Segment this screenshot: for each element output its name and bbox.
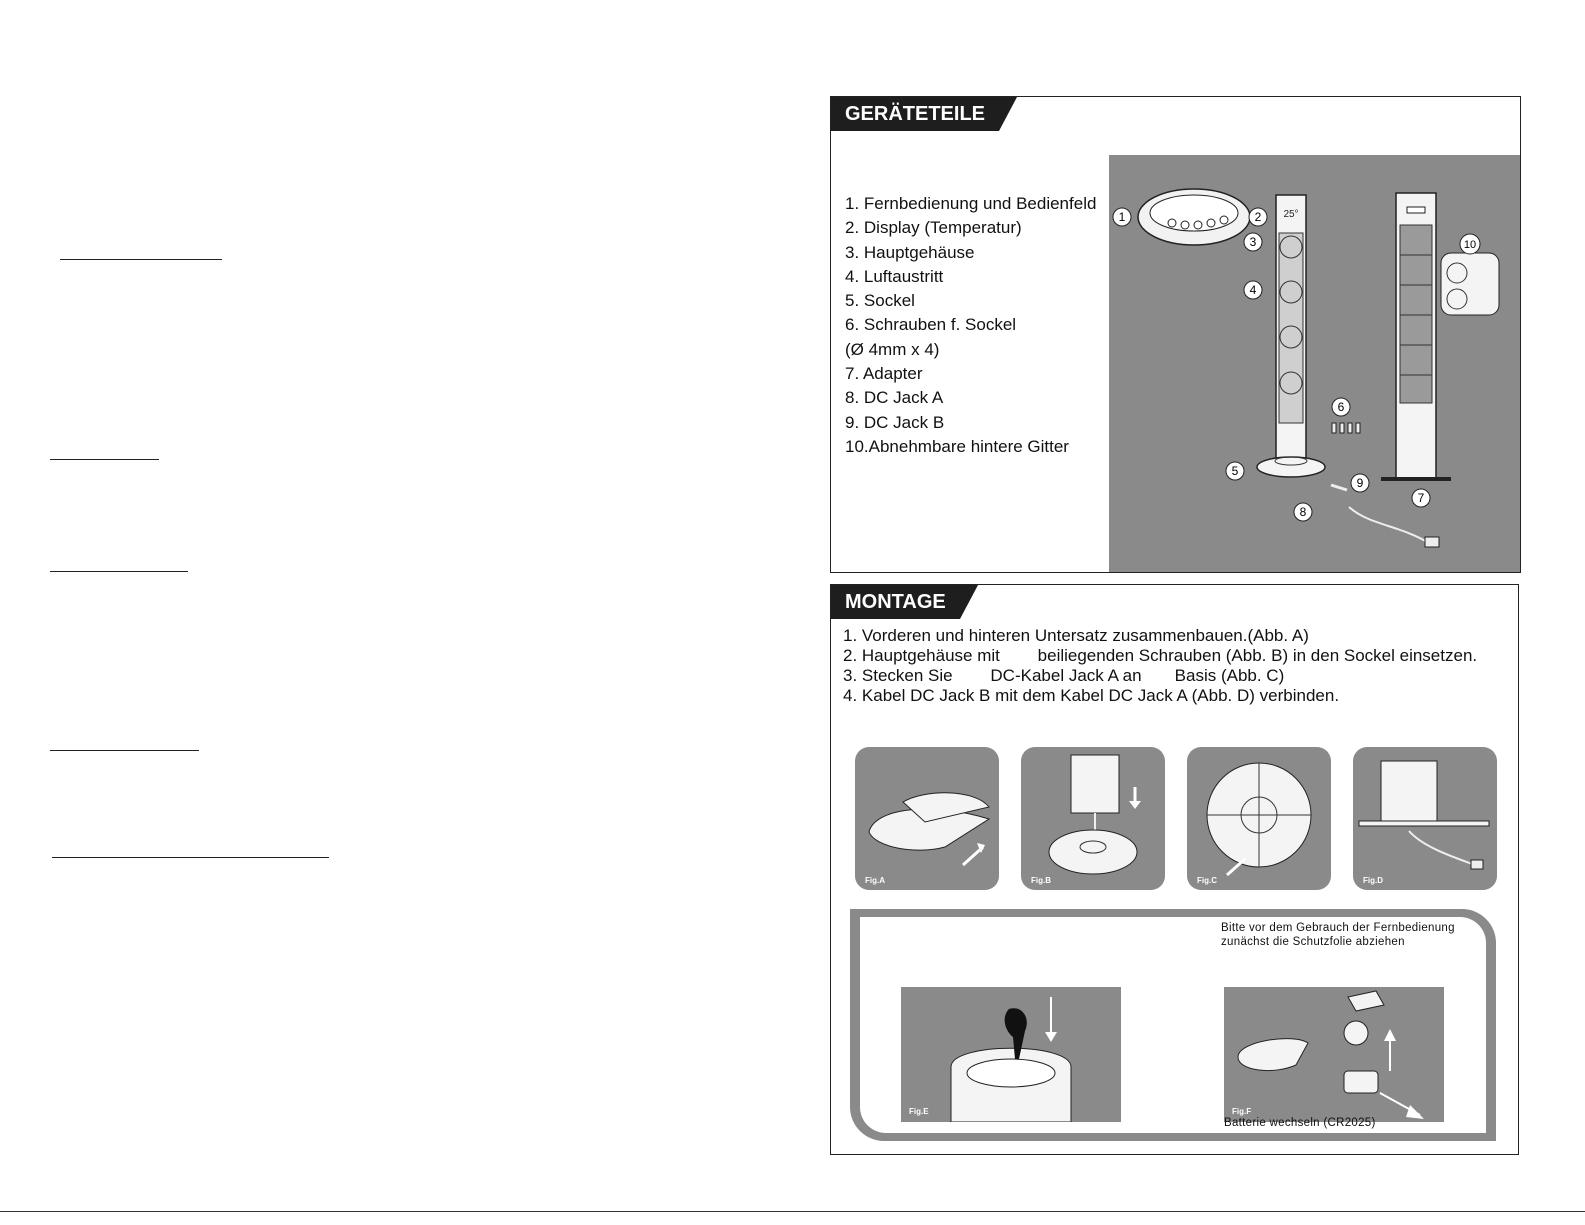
screws-drawing [1332,423,1360,433]
parts-item-8: 8. DC Jack A [845,388,944,408]
figure-d-label: Fig.D [1363,876,1383,885]
parts-illustration [1109,155,1520,572]
parts-panel [830,96,1521,573]
parts-item-3: 3. Hauptgehäuse [845,242,975,262]
remote-insert-drawing [901,987,1121,1122]
figure-c [1187,747,1331,890]
callout-10: 10 [1463,239,1477,251]
tower-fan-illustration [1109,155,1520,572]
assembly-panel [830,584,1519,1155]
protective-film-note-line-2: zunächst die Schutzfolie abziehen [1221,936,1405,948]
callout-7: 7 [1417,491,1425,505]
callout-1: 1 [1118,210,1126,224]
housing-to-base-drawing [1021,747,1165,890]
callout-3: 3 [1249,235,1257,249]
assembly-steps [843,626,1477,706]
tower-back-drawing [1381,193,1499,481]
assembly-step-4: 4. Kabel DC Jack B mit dem Kabel DC Jack A (Abb. D) verbinden. [843,686,1340,705]
parts-item-6-detail: (Ø 4mm x 4) [845,339,940,359]
parts-list [845,192,1096,459]
parts-item-9: 9. DC Jack B [845,412,945,432]
base-underside-drawing [1187,747,1331,890]
assembly-step-2: 2. Hauptgehäuse mit beiliegenden Schrauben (Abb. B) in den Sockel einsetzen. [843,646,1478,665]
remote-control-drawing [1138,189,1250,245]
battery-section [850,909,1496,1141]
figure-d [1353,747,1497,890]
figure-c-label: Fig.C [1197,876,1217,885]
left-heading-line-4 [50,750,199,751]
assembly-step-1: 1. Vorderen und hinteren Untersatz zusammenbauen.(Abb. A) [843,626,1309,645]
figure-f [1224,987,1444,1122]
figure-f-label: Fig.F [1232,1107,1252,1116]
battery-replace-drawing [1224,987,1444,1122]
battery-caption: Batterie wechseln (CR2025) [1224,1117,1376,1129]
left-heading-line-3 [50,571,188,572]
callout-4: 4 [1249,283,1257,297]
parts-item-2: 2. Display (Temperatur) [845,218,1022,238]
parts-item-4: 4. Luftaustritt [845,266,944,286]
assembly-step-3: 3. Stecken Sie DC-Kabel Jack A an Basis (Abb. C) [843,666,1285,685]
assembly-title: MONTAGE [831,585,960,619]
parts-item-1: 1. Fernbedienung und Bedienfeld [845,194,1097,213]
parts-title: GERÄTETEILE [831,97,999,131]
base-halves-drawing [855,747,999,890]
figure-e-label: Fig.E [909,1107,929,1116]
tower-front-drawing [1254,195,1325,477]
display-reading: 25° [1283,209,1299,220]
parts-item-10: 10.Abnehmbare hintere Gitter [845,436,1069,456]
parts-item-6: 6. Schrauben f. Sockel [845,315,1017,335]
page-bottom-rule [0,1211,1585,1212]
figure-a-label: Fig.A [865,876,885,885]
left-heading-line-5 [52,857,329,858]
figure-b-label: Fig.B [1031,876,1051,885]
callout-6: 6 [1337,400,1345,414]
callout-8: 8 [1299,505,1307,519]
left-heading-line-2 [50,459,159,460]
figure-a [855,747,999,890]
protective-film-note [1221,921,1455,949]
protective-film-note-line-1: Bitte vor dem Gebrauch der Fernbedienung [1221,922,1455,934]
figure-e [901,987,1121,1122]
figure-b [1021,747,1165,890]
cable-connection-drawing [1353,747,1497,890]
left-heading-line-1 [60,259,222,260]
callout-9: 9 [1356,476,1364,490]
parts-item-5: 5. Sockel [845,291,915,311]
parts-item-7: 7. Adapter [845,364,923,384]
callout-5: 5 [1231,464,1239,478]
callout-2: 2 [1254,210,1262,224]
